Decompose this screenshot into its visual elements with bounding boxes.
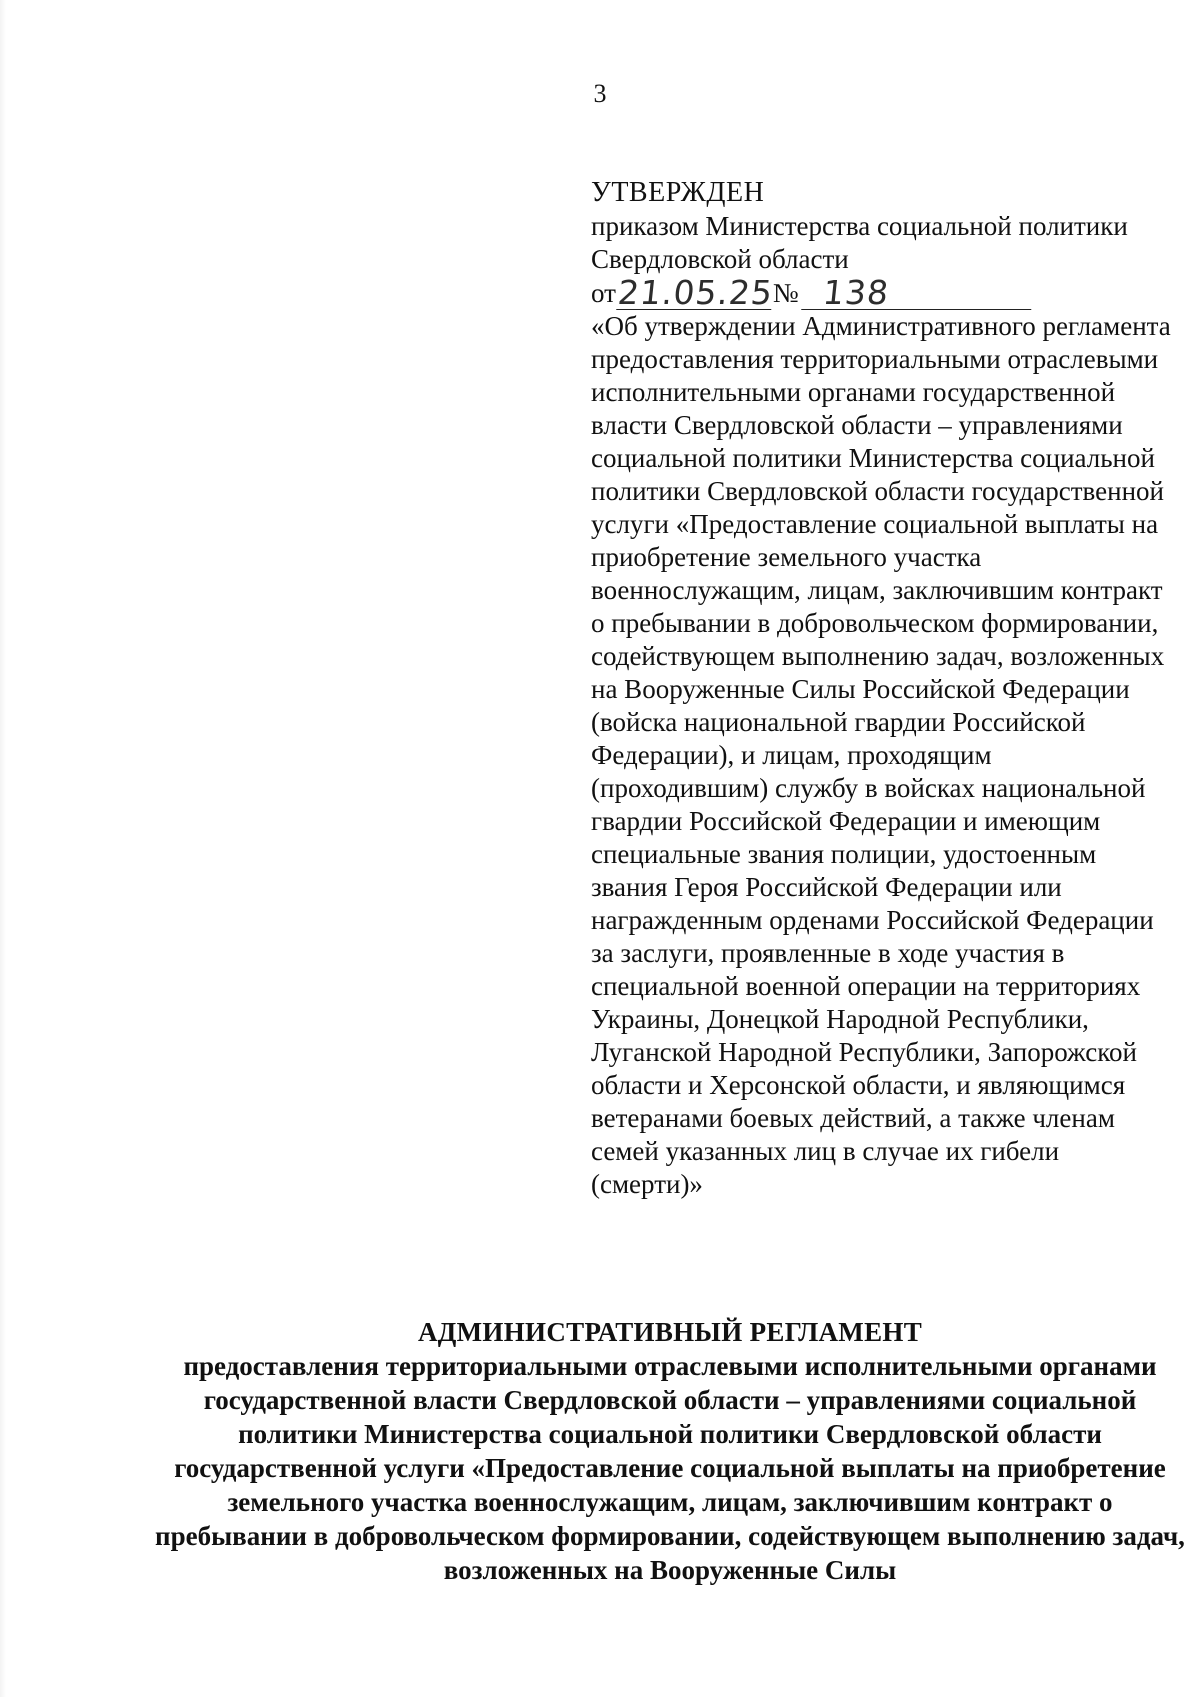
handwritten-date: 21.05.25 bbox=[615, 273, 776, 312]
approval-block bbox=[591, 176, 1171, 1201]
handwritten-order-number: 138 bbox=[801, 276, 1035, 310]
approval-order-title: «Об утверждении Административного регламента предоставления территориальными отраслевыми исполнительными органами государственной власти Свердловской области – управлениями социальной политики Министерства социальной политики Свердловской области государственной услуги «Предоставление социальной выплаты на приобретение земельного участка военнослужащим, лицам, заключившим контракт о пребывании в добровольческом формировании, содействующем выполнению задач, возложенных на Вооруженные Силы Российской Федерации (войска национальной гвардии Российской Федерации), и лицам, проходящим (проходившим) службу в войсках национальной гвардии Российской Федерации и имеющим специальные звания полиции, удостоенным звания Героя Российской Федерации или награжденным орденами Российской Федерации за заслуги, проявленные в ходе участия в специальной военной операции на территориях Украины, Донецкой Народной Республики, Луганской Народной Республики, Запорожской области и Херсонской области, и являющимся ветеранами боевых действий, а также членам семей указанных лиц в случае их гибели (смерти)» bbox=[591, 311, 1171, 1199]
regulation-subtitle: предоставления территориальными отраслевыми исполнительными органами государственной власти Свердловской области – управлениями социальной политики Министерства социальной политики Свердловской области государственной услуги «Предоставление социальной выплаты на приобретение земельного участка военнослужащим, лицам, заключившим контракт о пребывании в добровольческом формировании, содействующем выполнению задач, возложенных на Вооруженные Силы bbox=[155, 1351, 1185, 1585]
regulation-title: АДМИНИСТРАТИВНЫЙ РЕГЛАМЕНТ bbox=[417, 1317, 923, 1347]
approval-issuer-line-1: приказом Министерства социальной политики bbox=[591, 211, 1128, 241]
date-prefix: от bbox=[591, 278, 616, 308]
approval-issuer-line-2: Свердловской области bbox=[591, 244, 849, 274]
regulation-heading bbox=[150, 1315, 1190, 1587]
number-prefix: № bbox=[772, 278, 799, 308]
approval-date-number-line bbox=[591, 273, 1171, 312]
page-number: 3 bbox=[593, 79, 607, 108]
scan-edge-shadow bbox=[0, 0, 6, 1697]
approval-heading: УТВЕРЖДЕН bbox=[591, 177, 765, 208]
